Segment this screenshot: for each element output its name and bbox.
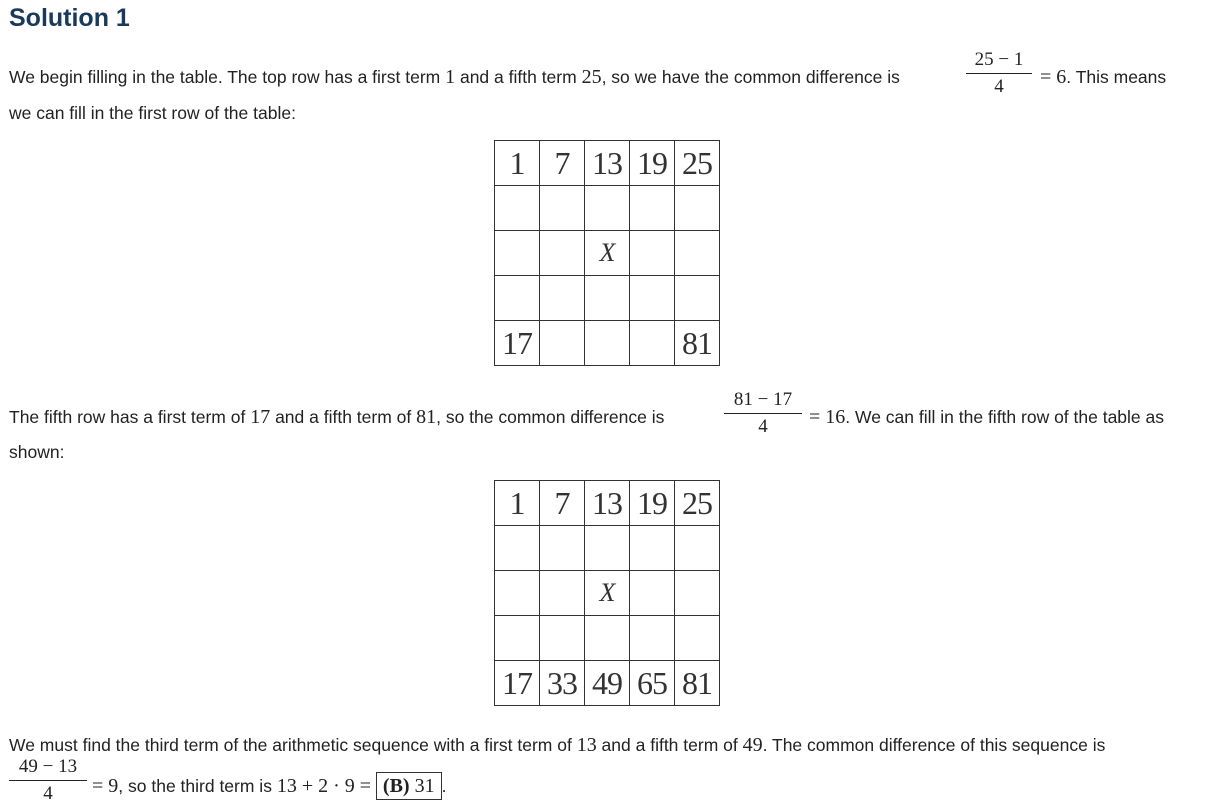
p3-text-d: , so the third term is [118, 776, 277, 796]
table1-cell [585, 276, 630, 321]
p1-fraction-bar [966, 73, 1032, 74]
p2-text-d: . We can fill in the fifth row of the table as [845, 407, 1165, 427]
paragraph-3-line-1 [9, 734, 1105, 756]
table2-cell [585, 616, 630, 661]
table1-cell [675, 276, 720, 321]
paragraph-2-line-2: shown: [9, 442, 65, 462]
table2-cell [540, 571, 585, 616]
p2-text-c: , so the common difference is [436, 407, 665, 427]
p3-fraction [9, 757, 87, 804]
table1-cell [630, 321, 675, 366]
p2-line-1-end [809, 406, 1164, 428]
table2-row [495, 616, 720, 661]
table2-cell: 13 [585, 481, 630, 526]
table2-row [495, 661, 720, 706]
table1-cell [540, 231, 585, 276]
table2-row [495, 481, 720, 526]
table1-cell [585, 186, 630, 231]
p1-fraction-numerator: 25 − 1 [974, 49, 1024, 70]
p3-fraction-bar [9, 780, 87, 781]
p2-fraction-bar [724, 413, 802, 414]
p3-line-2 [92, 772, 446, 800]
table2-row [495, 571, 720, 616]
boxed-answer [376, 772, 442, 800]
table-first-row-filled [494, 140, 720, 366]
table1-cell [630, 276, 675, 321]
solution-heading: Solution 1 [9, 4, 130, 32]
table1-row [495, 186, 720, 231]
p3-end: . [441, 776, 447, 796]
table1-cell: 25 [675, 141, 720, 186]
p3-text-b: and a fifth term of [596, 735, 743, 755]
p1-text-c: , so we have the common difference is [601, 67, 900, 87]
p2-fraction [724, 390, 802, 437]
table1-row [495, 276, 720, 321]
table1-cell [630, 186, 675, 231]
table1-row [495, 231, 720, 276]
table2-cell: 7 [540, 481, 585, 526]
table2-cell [495, 526, 540, 571]
table2-cell: 25 [675, 481, 720, 526]
p3-equals: = 9 [92, 775, 119, 797]
p1-math-2: 25 [581, 66, 602, 88]
table2-cell: X [585, 571, 630, 616]
paragraph-2-line-1 [9, 406, 664, 428]
p1-equals: = 6 [1040, 66, 1067, 88]
p2-fraction-denominator: 4 [758, 416, 768, 437]
table2-cell: 81 [675, 661, 720, 706]
answer-value: 31 [409, 775, 435, 797]
table2-cell [495, 571, 540, 616]
table1-cell [495, 276, 540, 321]
p1-fraction-denominator: 4 [994, 76, 1004, 97]
table2-cell [630, 526, 675, 571]
table2-cell: 33 [540, 661, 585, 706]
p2-math-1: 17 [250, 406, 271, 428]
table2-cell [495, 616, 540, 661]
table2-cell: 17 [495, 661, 540, 706]
p1-text-a: We begin filling in the table. The top row has a first term [9, 67, 446, 87]
table2-cell [630, 616, 675, 661]
table2-row [495, 526, 720, 571]
p3-math-1: 13 [576, 734, 597, 756]
p1-text-d: . This means [1066, 67, 1167, 87]
p1-line-1-end [1040, 66, 1166, 88]
table1-cell [540, 186, 585, 231]
table1-cell [495, 231, 540, 276]
table1-cell [630, 231, 675, 276]
paragraph-1-line-2: we can fill in the first row of the table: [9, 103, 296, 123]
table1-cell: 17 [495, 321, 540, 366]
p2-math-2: 81 [416, 406, 437, 428]
table1-cell: 19 [630, 141, 675, 186]
table2-cell [630, 571, 675, 616]
table-fifth-row-filled [494, 480, 720, 706]
p2-fraction-numerator: 81 − 17 [733, 389, 793, 410]
table2-cell [675, 526, 720, 571]
table1-cell [675, 186, 720, 231]
p3-fraction-denominator: 4 [43, 783, 53, 804]
p3-fraction-numerator: 49 − 13 [18, 756, 78, 777]
table2-cell: 49 [585, 661, 630, 706]
table1-cell [675, 231, 720, 276]
table1-row [495, 141, 720, 186]
table1-cell [585, 321, 630, 366]
table2-cell [585, 526, 630, 571]
p3-text-a: We must find the third term of the arithmetic sequence with a first term of [9, 735, 577, 755]
table1-cell: 81 [675, 321, 720, 366]
table1-cell [540, 276, 585, 321]
p1-text-b: and a fifth term [455, 67, 582, 87]
p1-math-1: 1 [445, 66, 456, 88]
table2-cell [675, 571, 720, 616]
table1-cell: X [585, 231, 630, 276]
answer-choice-letter: (B) [382, 775, 410, 797]
table1-cell: 7 [540, 141, 585, 186]
p2-text-a: The fifth row has a first term of [9, 407, 251, 427]
table1-cell: 13 [585, 141, 630, 186]
p1-fraction [966, 50, 1032, 97]
table2-cell [540, 616, 585, 661]
table2-cell: 1 [495, 481, 540, 526]
table1-cell [495, 186, 540, 231]
p3-text-c: . The common difference of this sequence is [762, 735, 1106, 755]
table1-cell [540, 321, 585, 366]
paragraph-1-line-1 [9, 66, 900, 88]
p3-math-2: 49 [742, 734, 763, 756]
table1-row [495, 321, 720, 366]
p3-expression: 13 + 2 · 9 = [276, 775, 372, 797]
table2-cell [675, 616, 720, 661]
table2-cell: 65 [630, 661, 675, 706]
table1-cell: 1 [495, 141, 540, 186]
p2-text-b: and a fifth term of [270, 407, 417, 427]
table2-cell: 19 [630, 481, 675, 526]
table2-cell [540, 526, 585, 571]
p2-equals: = 16 [809, 406, 846, 428]
